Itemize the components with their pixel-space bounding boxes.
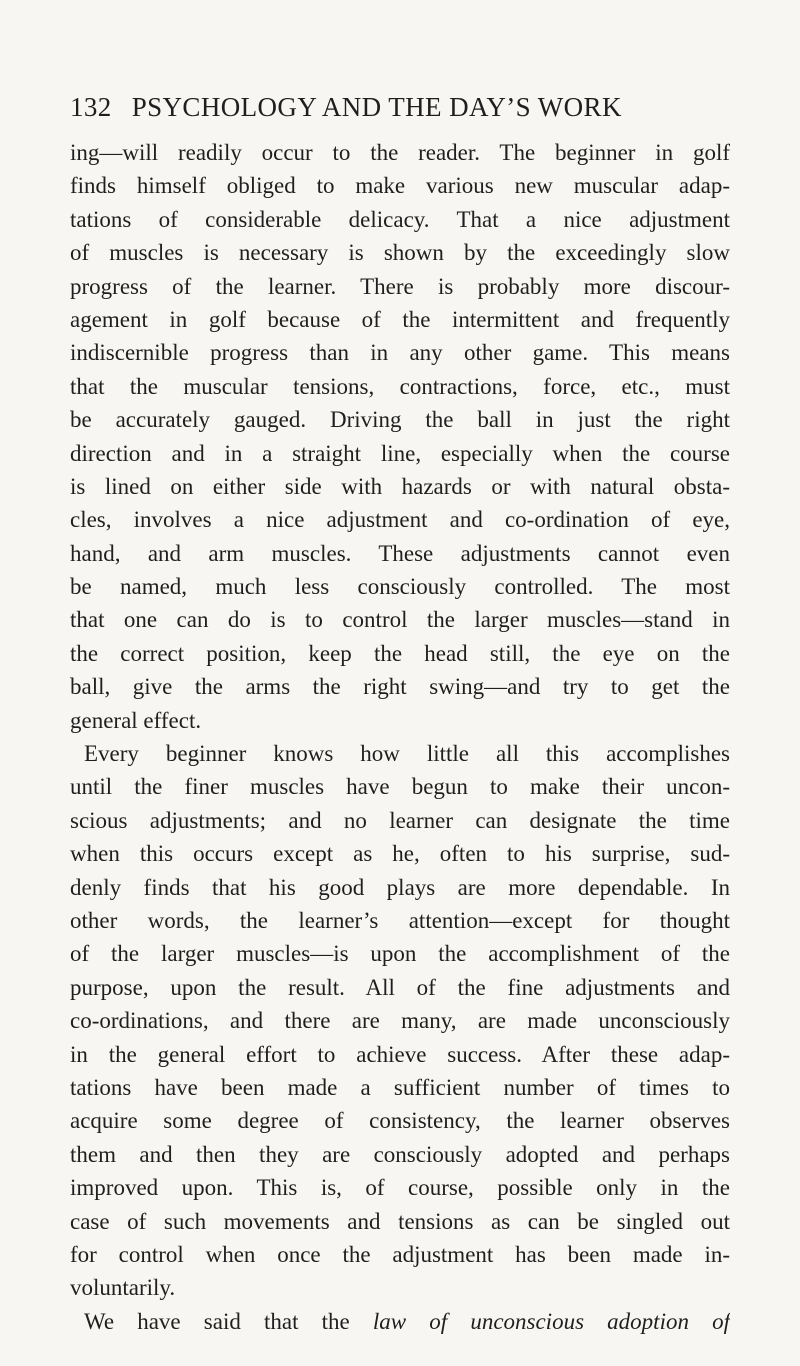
final-line-lead: We have said that the — [84, 1308, 373, 1334]
text-line: purpose, upon the result. All of the fine adjustments and — [70, 974, 730, 1000]
text-line: co-ordinations, and there are many, are made unconsciously — [70, 1008, 730, 1034]
text-line: agement in golf because of the intermittent and frequently — [70, 306, 730, 332]
text-line: denly finds that his good plays are more dependable. In — [70, 874, 730, 900]
text-line: hand, and arm muscles. These adjustments cannot even — [70, 540, 730, 566]
text-line: is lined on either side with hazards or with natural obsta- — [70, 473, 730, 499]
text-line: that one can do is to control the larger muscles—stand in — [70, 607, 730, 633]
running-title: PSYCHOLOGY AND THE DAY’S WORK — [131, 92, 622, 122]
text-line: improved upon. This is, of course, possible only in the — [70, 1175, 730, 1201]
text-line: in the general effort to achieve success. After these adap- — [70, 1041, 730, 1067]
text-line: scious adjustments; and no learner can designate the time — [70, 807, 730, 833]
text-line: progress of the learner. There is probably more discour- — [70, 273, 730, 299]
text-line: direction and in a straight line, especially when the course — [70, 440, 730, 466]
text-line: indiscernible progress than in any other game. This means — [70, 340, 730, 366]
text-line: ing—will readily occur to the reader. The beginner in golf — [70, 140, 730, 165]
text-line: be named, much less consciously controlled. The most — [70, 574, 730, 600]
text-line: Every beginner knows how little all this accomplishes — [84, 741, 730, 767]
page-number: 132 — [70, 92, 112, 122]
text-line: them and then they are consciously adopted and perhaps — [70, 1141, 730, 1167]
text-line: tations have been made a sufficient number of times to — [70, 1074, 730, 1100]
text-line: voluntarily. — [70, 1275, 176, 1301]
text-line: case of such movements and tensions as can be singled out — [70, 1208, 730, 1234]
body-text — [70, 136, 730, 1338]
text-line: other words, the learner’s attention—except for thought — [70, 907, 730, 933]
text-line-final — [70, 1305, 730, 1338]
text-line: general effect. — [70, 707, 202, 733]
text-line: the correct position, keep the head still, the eye on the — [70, 640, 730, 666]
text-line: until the finer muscles have begun to make their uncon- — [70, 774, 730, 800]
text-line: cles, involves a nice adjustment and co-ordination of eye, — [70, 507, 730, 533]
text-line: that the muscular tensions, contractions, force, etc., must — [70, 373, 730, 399]
text-line: ball, give the arms the right swing—and try to get the — [70, 674, 730, 700]
running-head — [70, 92, 730, 128]
text-line: acquire some degree of consistency, the learner observes — [70, 1108, 730, 1134]
text-line: when this occurs except as he, often to his surprise, sud- — [70, 841, 730, 867]
text-line: of muscles is necessary is shown by the exceedingly slow — [70, 240, 730, 266]
text-line: finds himself obliged to make various new muscular adap- — [70, 173, 730, 199]
text-line: be accurately gauged. Driving the ball in just the right — [70, 407, 730, 433]
text-line: of the larger muscles—is upon the accomplishment of the — [70, 941, 730, 967]
text-line: for control when once the adjustment has been made in- — [70, 1241, 730, 1267]
final-line-emphasis: law of unconscious adoption of — [372, 1308, 730, 1334]
text-line: tations of considerable delicacy. That a nice adjustment — [70, 206, 730, 232]
